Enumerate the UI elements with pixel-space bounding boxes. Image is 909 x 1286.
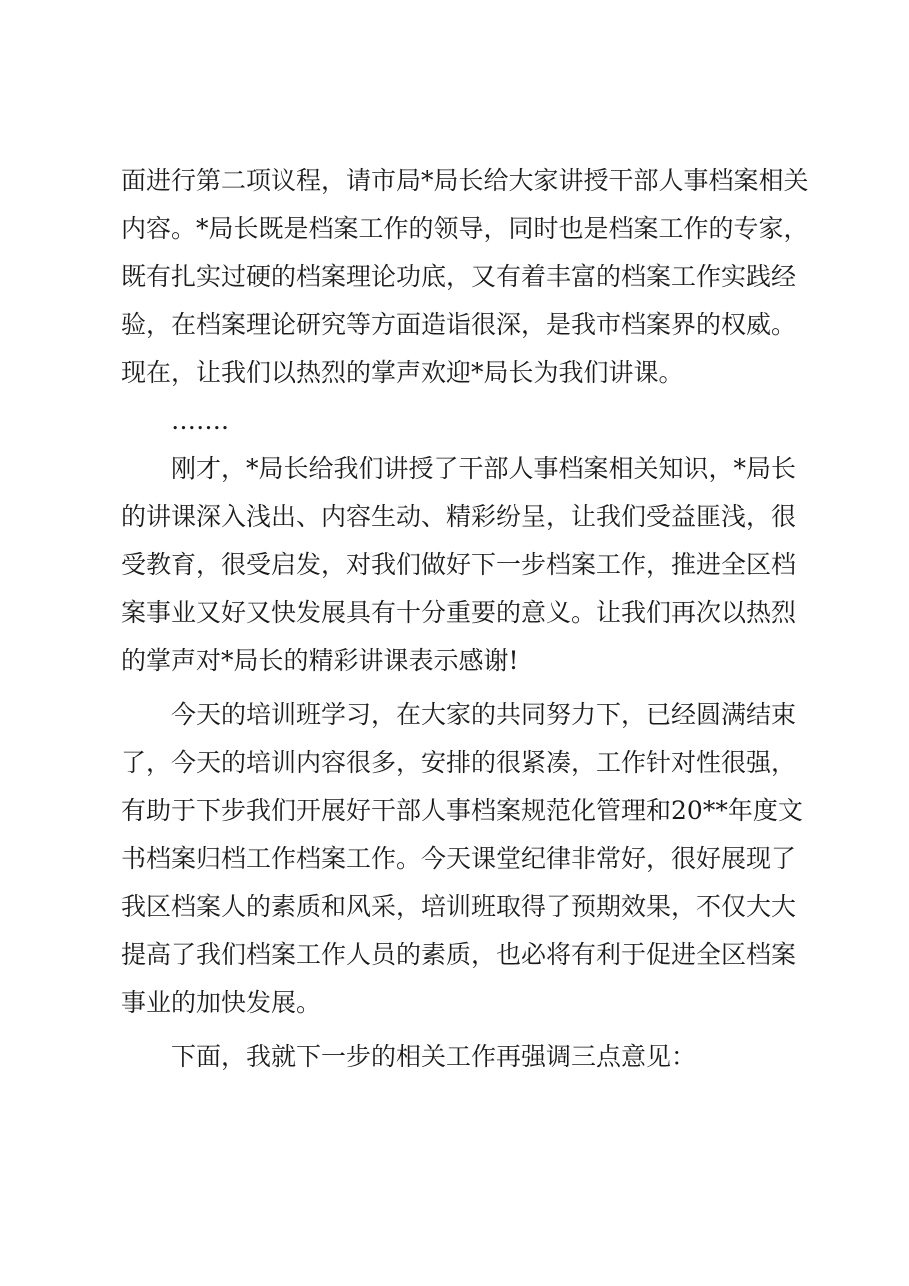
paragraph-3-line-1: 今天的培训班学习，在大家的共同努力下，已经圆满结束	[171, 700, 797, 729]
paragraph-2-line-5: 的掌声对*局长的精彩讲课表示感谢!	[121, 646, 519, 675]
paragraph-2-line-4: 案事业又好又快发展具有十分重要的意义。让我们再次以热烈	[121, 598, 797, 627]
ellipsis-line: …….	[171, 406, 229, 435]
paragraph-3-line-4: 书档案归档工作档案工作。今天课堂纪律非常好，很好展现了	[121, 844, 797, 873]
paragraph-1-line-5: 现在，让我们以热烈的掌声欢迎*局长为我们讲课。	[121, 358, 684, 387]
paragraph-1-line-2: 内容。*局长既是档案工作的领导，同时也是档案工作的专家，	[121, 214, 809, 243]
paragraph-2-line-3: 受教育，很受启发，对我们做好下一步档案工作，推进全区档	[121, 550, 797, 579]
paragraph-1-line-1: 面进行第二项议程，请市局*局长给大家讲授干部人事档案相关	[121, 166, 809, 195]
paragraph-3-line-3: 有助于下步我们开展好干部人事档案规范化管理和20**年度文	[121, 796, 803, 825]
paragraph-2-line-1: 刚才，*局长给我们讲授了干部人事档案相关知识，*局长	[171, 454, 797, 483]
paragraph-3-line-7: 事业的加快发展。	[121, 988, 322, 1017]
paragraph-1-line-4: 验，在档案理论研究等方面造诣很深，是我市档案界的权威。	[121, 310, 797, 339]
paragraph-3-line-5: 我区档案人的素质和风采，培训班取得了预期效果，不仅大大	[121, 892, 797, 921]
paragraph-2-line-2: 的讲课深入浅出、内容生动、精彩纷呈，让我们受益匪浅，很	[121, 502, 797, 531]
paragraph-3-line-2: 了，今天的培训内容很多，安排的很紧凑，工作针对性很强，	[121, 748, 797, 777]
paragraph-3-line-6: 提高了我们档案工作人员的素质，也必将有利于促进全区档案	[121, 940, 797, 969]
paragraph-1-line-3: 既有扎实过硬的档案理论功底，又有着丰富的档案工作实践经	[121, 262, 797, 291]
paragraph-4-line-1: 下面，我就下一步的相关工作再强调三点意见：	[171, 1042, 697, 1071]
